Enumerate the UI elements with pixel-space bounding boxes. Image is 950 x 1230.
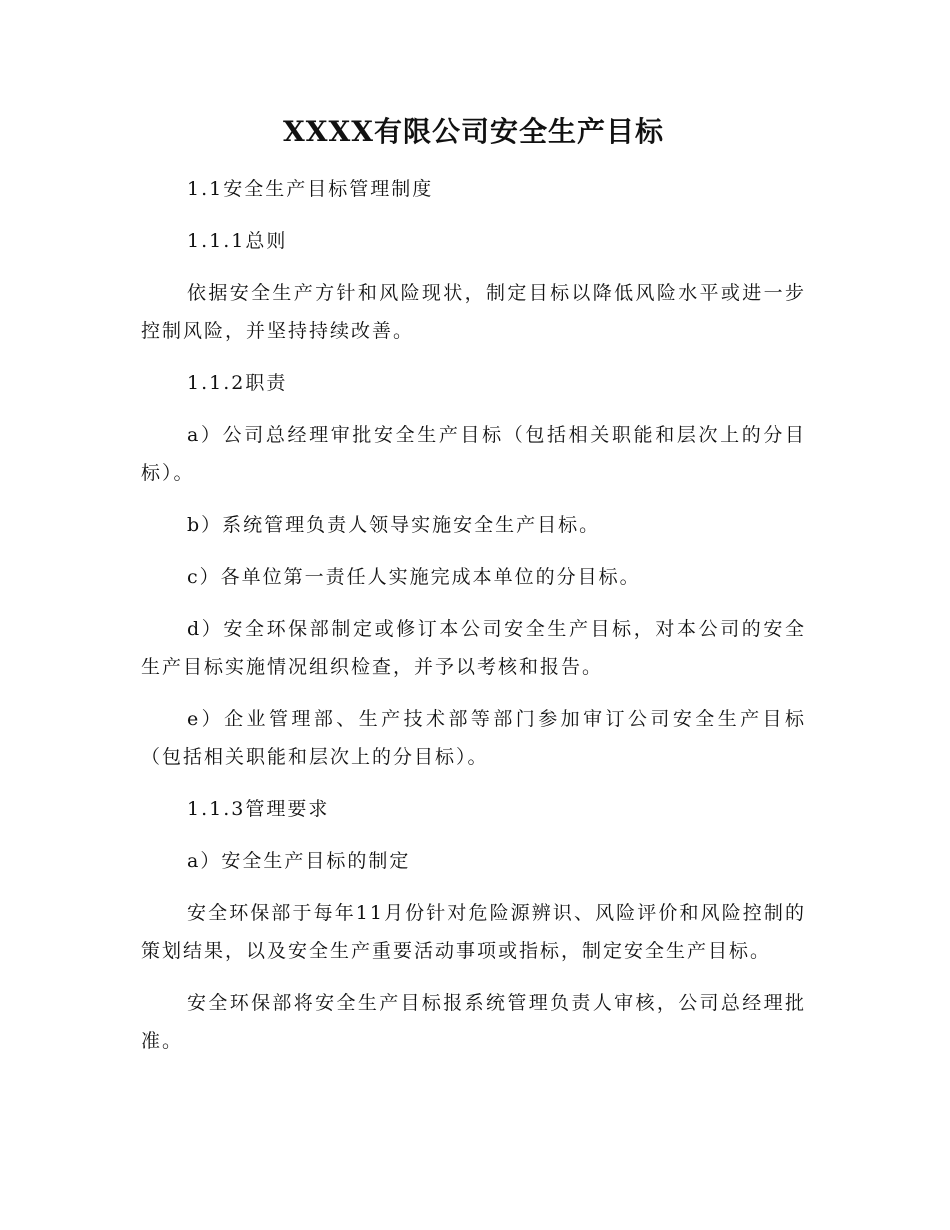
body-paragraph: 安全环保部将安全生产目标报系统管理负责人审核，公司总经理批准。 — [141, 992, 806, 1052]
list-item-a: a）公司总经理审批安全生产目标（包括相关职能和层次上的分目标）。 — [141, 424, 806, 484]
list-item-e: e）企业管理部、生产技术部等部门参加审订公司安全生产目标（包括相关职能和层次上的分目标）。 — [141, 708, 806, 768]
document-title: XXXX有限公司安全生产目标 — [283, 115, 664, 148]
section-heading-1-1-3: 1.1.3管理要求 — [187, 798, 330, 820]
subheading-a: a）安全生产目标的制定 — [187, 850, 411, 872]
list-item-b: b）系统管理负责人领导实施安全生产目标。 — [187, 514, 601, 536]
list-item-c: c）各单位第一责任人实施完成本单位的分目标。 — [187, 566, 641, 588]
body-paragraph: 依据安全生产方针和风险现状，制定目标以降低风险水平或进一步控制风险，并坚持持续改善。 — [141, 282, 806, 342]
document-body — [141, 112, 806, 1074]
section-heading-1-1-2: 1.1.2职责 — [187, 372, 288, 394]
list-item-d: d）安全环保部制定或修订本公司安全生产目标，对本公司的安全生产目标实施情况组织检查，并予以考核和报告。 — [141, 618, 806, 678]
section-heading-1-1: 1.1安全生产目标管理制度 — [187, 178, 434, 200]
body-paragraph: 安全环保部于每年11月份针对危险源辨识、风险评价和风险控制的策划结果，以及安全生产重要活动事项或指标，制定安全生产目标。 — [141, 902, 806, 962]
section-heading-1-1-1: 1.1.1总则 — [187, 230, 288, 252]
